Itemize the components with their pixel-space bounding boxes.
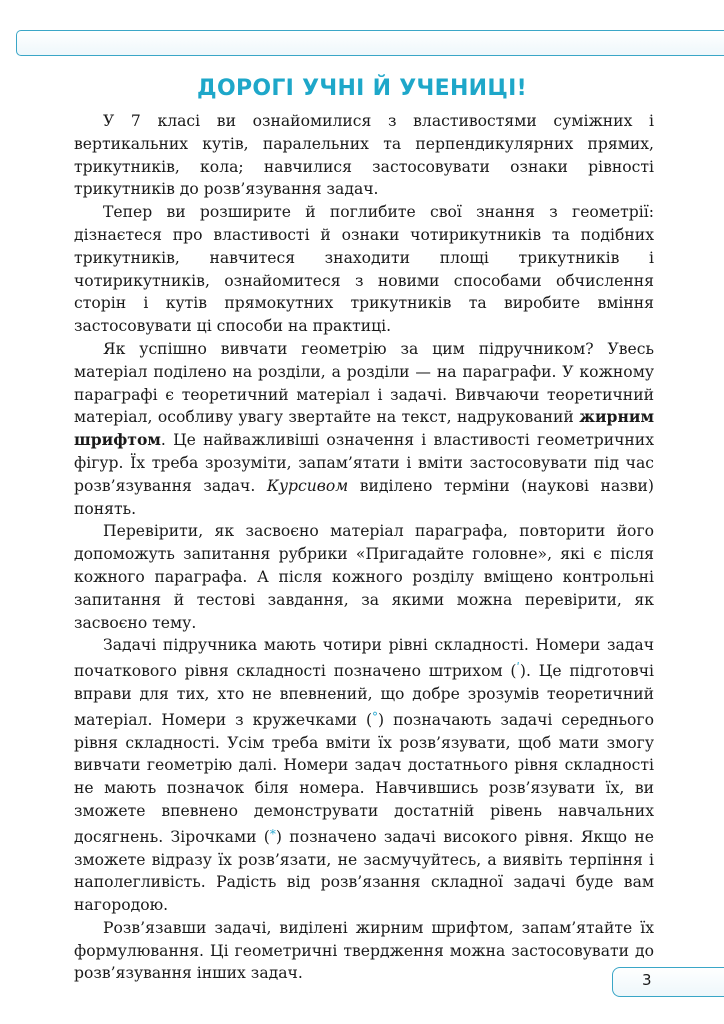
page-number-tab [612,967,724,997]
paragraph-5-text-b: ). Це підготовчі вправи для тих, хто не впевнений, що добре зрозумів теоретичний матеріал. Номери з кружечками ( [74,662,654,729]
paragraph-3-text-a: Як успішно вивчати геометрію за цим підручником? Увесь матеріал поділено на розділи, а розділи — на параграфи. У кожному параграфі є теоретичний матеріал і задачі. Вивчаючи теоретичний матеріал, особливу увагу звертайте на текст, надрукований [74,339,654,427]
intro-text [74,110,654,985]
header-bar [16,30,724,56]
paragraph-1: У 7 класі ви ознайомилися з властивостями суміжних і вертикальних кутів, паралельних та перпендикулярних прямих, трикутників, кола; навчилися застосовувати ознаки рівності трикутників до розв’язування задач. [74,112,654,199]
bold-term: жирним шрифтом [74,407,654,450]
paragraph-5-text-d: ) позначено задачі високого рівня. Якщо не зможете відразу їх розв’язати, не засмучуйтесь, а виявіть терпіння і наполегливість. Радість від розв’язання складної задачі буде вам нагородою. [74,827,655,915]
stroke-mark-icon: ʹ [516,661,520,676]
page-title: ДОРОГІ УЧНІ Й УЧЕНИЦІ! [197,76,527,101]
italic-term: Курсивом [266,476,349,495]
paragraph-3-text-c: виділено терміни (наукові назви) понять. [74,476,655,518]
paragraph-6: Розв’язавши задачі, виділені жирним шрифтом, запам’ятайте їх формулювання. Ці геометричні твердження можна застосовувати до розв’язування інших задач. [74,918,654,983]
circle-mark-icon: ° [372,709,379,724]
paragraph-3 [74,338,654,520]
paragraph-5-text-c: ) позначають задачі середнього рівня складності. Усім треба вміти їх розв’язувати, щоб мати змогу вивчати геометрію далі. Номери задач достатнього рівня складності не мають позначок біля номера. Навчившись розв’язувати їх, ви зможете впевнено демонструвати достатній рівень навчальних досягнень. Зірочками ( [74,710,654,846]
paragraph-4: Перевірити, як засвоєно матеріал параграфа, повторити його допоможуть запитання рубрики «Пригадайте головне», які є після кожного параграфа. А після кожного розділу вміщено контрольні запитання й тестові завдання, за якими можна перевірити, як засвоєно тему. [74,522,654,632]
paragraph-2: Тепер ви розширите й поглибите свої знання з геометрії: дізнаєтеся про властивості й ознаки чотирикутників та подібних трикутників, навчитеся знаходити площі трикутників і чотирикутників, ознайомитеся з новими способами обчислення сторін і кутів прямокутних трикутників та виробите вміння застосовувати ці способи на практиці. [74,203,654,336]
paragraph-3-text-b: . Це найважливіші означення і властивості геометричних фігур. Їх треба зрозуміти, запам’ятати і вміти застосовувати під час розв’язування задач. [74,431,654,495]
star-mark-icon: * [269,826,276,841]
paragraph-5-text-a: Задачі підручника мають чотири рівні складності. Номери задач початкового рівня складності позначено штрихом ( [74,636,654,681]
page-number: 3 [642,971,652,989]
paragraph-5 [74,634,654,917]
